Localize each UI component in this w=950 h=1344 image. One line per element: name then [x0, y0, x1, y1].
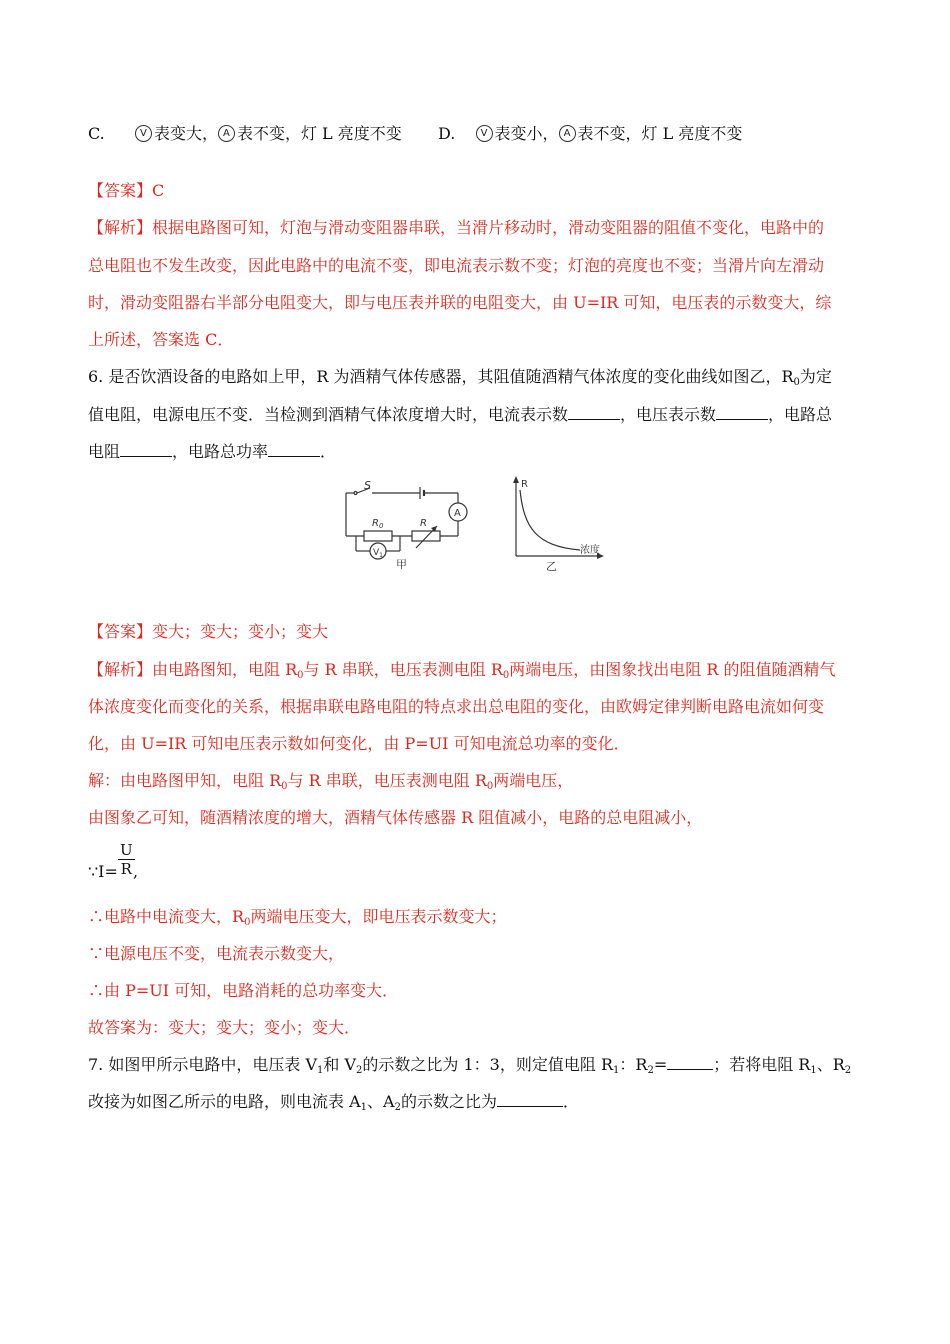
subscript: 1: [810, 1065, 817, 1076]
answer-blank[interactable]: [716, 405, 768, 420]
q5-analysis-line: 时，滑动变阻器右半部分电阻变大，即与电压表并联的电阻变大，由 U=IR 可知，电压表的示数变大，综: [88, 293, 832, 312]
subscript: 1: [360, 1102, 368, 1113]
q6-solution-line: 故答案为：变大；变大；变小；变大．: [88, 1018, 361, 1037]
voltmeter-icon: V: [135, 125, 152, 142]
q5-analysis-line: 上所述，答案选 C．: [88, 330, 234, 349]
solution-text: ∴电路中电流变大，R: [88, 907, 245, 926]
stem-text: 7. 如图甲所示电路中，电压表 V: [88, 1055, 317, 1074]
answer-blank[interactable]: [568, 405, 620, 420]
stem-text: ，电路总: [768, 405, 833, 424]
analysis-text: 与 R 串联，电压表测电阻 R: [303, 660, 503, 679]
stem-text: ，电压表示数: [620, 405, 717, 424]
q6-solution-line: [88, 907, 506, 927]
voltmeter-icon: V: [476, 125, 493, 142]
stem-text: 电阻: [88, 442, 121, 461]
caption-yi: 乙: [546, 560, 557, 573]
fraction-numerator: U: [120, 841, 133, 859]
stem-text: 、A: [367, 1092, 395, 1111]
answer-blank[interactable]: [120, 442, 172, 457]
answer-blank[interactable]: [497, 1092, 563, 1107]
subscript: 0: [297, 670, 304, 681]
q6-stem-line: [88, 442, 336, 462]
q6-answer: [88, 622, 328, 642]
stem-text: 、R: [816, 1055, 845, 1074]
q6-solution-line: [88, 771, 573, 791]
subscript: 0: [502, 670, 510, 681]
option-c-a-text: 表不变，灯 L 亮度不变: [236, 124, 402, 143]
stem-text: ；若将电阻 R: [713, 1055, 811, 1074]
answer-value: C: [152, 181, 165, 200]
q6-formula-tail: ,: [133, 862, 139, 881]
y-axis-arrow-icon: [513, 476, 519, 483]
stem-text: 的示数之比为: [400, 1092, 497, 1111]
q6-stem-line: [88, 405, 832, 425]
stem-text: ．: [320, 442, 337, 461]
option-c-letter: C.: [88, 124, 105, 143]
stem-text: 和 V: [323, 1055, 357, 1074]
answer-tag: 【答案】: [88, 622, 153, 641]
subscript: 0: [281, 781, 288, 792]
option-d: [438, 124, 742, 144]
caption-jia: 甲: [396, 558, 407, 571]
q5-answer: [88, 181, 164, 201]
r-label: R: [420, 518, 427, 529]
subscript: 2: [356, 1065, 363, 1076]
subscript: 2: [394, 1102, 401, 1113]
stem-text: =: [653, 1055, 668, 1074]
subscript: 1: [613, 1065, 620, 1076]
answer-value: 变大；变大；变小；变大: [152, 622, 329, 641]
option-c-v-text: 表变大，: [153, 124, 218, 143]
subscript: 0: [486, 781, 494, 792]
subscript: 0: [244, 917, 251, 928]
q7-stem-line: [88, 1055, 851, 1075]
stem-text: ，电路总功率: [172, 442, 269, 461]
subscript: 2: [647, 1065, 654, 1076]
subscript: 0: [793, 377, 800, 388]
stem-text: 为定: [799, 367, 832, 386]
analysis-tag: 【解析】: [88, 218, 153, 237]
ammeter-label: A: [454, 508, 461, 519]
q6-analysis-line: 体浓度变化而变化的关系，根据串联电路电阻的特点求出总电阻的变化，由欧姆定律判断电路电流如何变: [88, 697, 825, 716]
answer-blank[interactable]: [268, 442, 320, 457]
circuit-diagram-jia: [346, 487, 467, 559]
option-d-a-text: 表不变，灯 L 亮度不变: [577, 124, 743, 143]
q6-analysis-line: 化，由 U=IR 可知电压表示数如何变化，由 P=UI 可知电流总功率的变化．: [88, 734, 630, 753]
x-axis-label: 浓度: [580, 545, 600, 556]
stem-text: 改接为如图乙所示的电路，则电流表 A: [88, 1092, 361, 1111]
stem-text: ：R: [619, 1055, 648, 1074]
solution-text: 两端电压变大，即电压表示数变大；: [250, 907, 507, 926]
analysis-text: 由电路图知，电阻 R: [152, 660, 298, 679]
analysis-tag: 【解析】: [88, 660, 153, 679]
stem-text: 6. 是否饮酒设备的电路如上甲，R 为酒精气体传感器，其阻值随酒精气体浓度的变化曲线如图乙，R: [88, 367, 794, 386]
switch-label: S: [364, 479, 371, 492]
q5-analysis-line: 总电阻也不发生改变，因此电路中的电流不变，即电流表示数不变；灯泡的亮度也不变；当滑片向左滑动: [88, 256, 825, 275]
q5-analysis-line: [88, 218, 824, 238]
q6-stem-line: [88, 367, 832, 387]
q6-figures: [340, 476, 620, 576]
stem-text: 的示数之比为 1：3，则定值电阻 R: [362, 1055, 613, 1074]
ammeter-icon: A: [559, 125, 576, 142]
fraction-denominator: R: [120, 860, 132, 878]
ammeter-icon: A: [218, 125, 235, 142]
q6-solution-line: 由图象乙可知，随酒精浓度的增大，酒精气体传感器 R 阻值减小，电路的总电阻减小，: [88, 808, 703, 827]
q6-solution-line: ∵电源电压不变，电流表示数变大，: [88, 944, 345, 963]
answer-tag: 【答案】: [88, 181, 153, 200]
stem-text: ．: [562, 1092, 579, 1111]
option-d-letter: D.: [438, 124, 456, 143]
voltmeter-label: $V_1$: [373, 548, 383, 559]
solution-text: 与 R 串联，电压表测电阻 R: [287, 771, 487, 790]
y-axis-label: R: [521, 479, 528, 490]
q6-solution-line: ∴由 P=UI 可知，电路消耗的总功率变大．: [88, 981, 399, 1000]
analysis-text: 根据电路图可知，灯泡与滑动变阻器串联，当滑片移动时，滑动变阻器的阻值不变化，电路中的: [152, 218, 825, 237]
stem-text: 值电阻，电源电压不变．当检测到酒精气体浓度增大时，电流表示数: [88, 405, 569, 424]
r0-label: $R_0$: [372, 518, 384, 530]
solution-text: 解：由电路图甲知，电阻 R: [88, 771, 282, 790]
q7-stem-line: [88, 1092, 579, 1112]
option-c: [88, 124, 402, 144]
option-d-v-text: 表变小，: [494, 124, 559, 143]
solution-text: 两端电压，: [493, 771, 574, 790]
subscript: 2: [844, 1065, 852, 1076]
q6-analysis-line: [88, 660, 836, 680]
q6-formula-prefix: ∵I=: [88, 862, 118, 881]
subscript: 1: [317, 1065, 324, 1076]
answer-blank[interactable]: [667, 1055, 713, 1070]
analysis-text: 两端电压，由图象找出电阻 R 的阻值随酒精气: [509, 660, 836, 679]
